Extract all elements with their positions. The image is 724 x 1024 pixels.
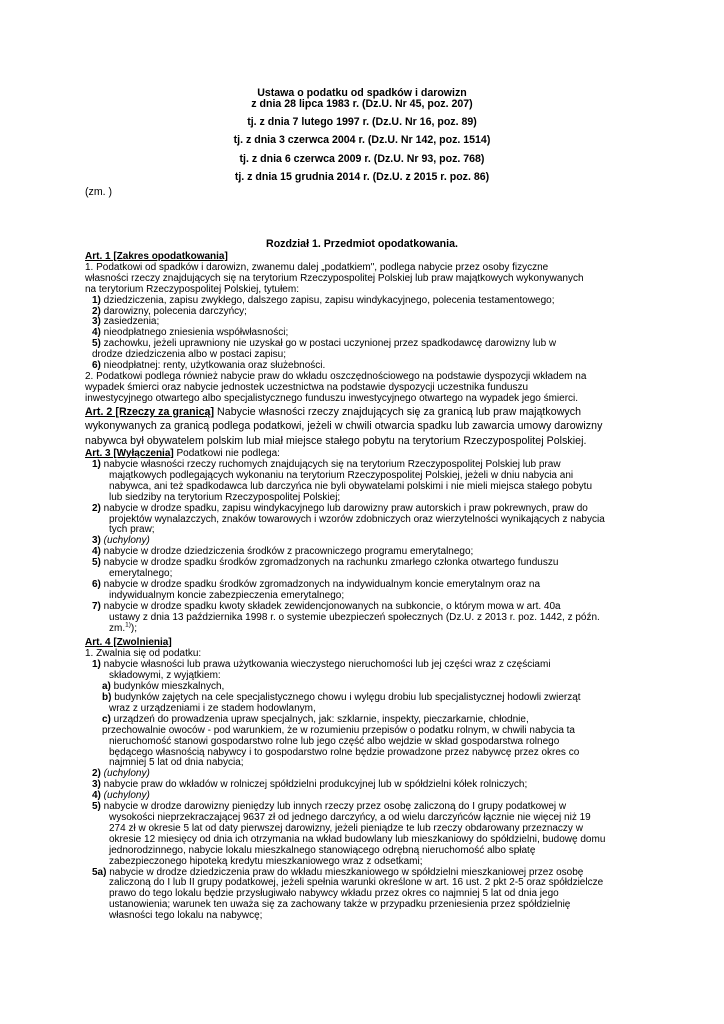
text-run: zachowku, jeżeli uprawniony nie uzyskał go w postaci uczynionej przez spadkodawcę darowizny lub w xyxy=(100,338,557,350)
article-3-title: Art. 3 [Wyłączenia] xyxy=(85,448,174,460)
consolidated-text-2004: tj. z dnia 3 czerwca 2004 r. (Dz.U. Nr 142, poz. 1514) xyxy=(233,134,491,146)
text-run: nabycie własności rzeczy ruchomych znajdujących się na terytorium Rzeczypospolitej Polskiej lub praw xyxy=(100,458,561,470)
article-4-item-1b xyxy=(85,693,640,715)
text-run: zasiedzenia; xyxy=(100,316,160,328)
text-run: 4) xyxy=(92,546,101,558)
text-run: darowizny, polecenia darczyńcy; xyxy=(100,305,247,317)
text-run: 2) xyxy=(92,305,101,317)
text-run: 5) xyxy=(92,338,101,350)
text-run: nieruchomość stanowi gospodarstwo rolne lub jego część albo wejdzie w skład gospodarstwa rolnego xyxy=(109,735,560,747)
text-run: b) xyxy=(102,692,112,704)
consolidated-text-1997: tj. z dnia 7 lutego 1997 r. (Dz.U. Nr 16, poz. 89) xyxy=(247,116,477,128)
text-run: 1) xyxy=(92,294,101,306)
text-run: składowymi, z wyjątkiem: xyxy=(109,670,221,682)
article-3-item-1 xyxy=(85,460,640,504)
text-run: nabywca był obywatelem polskim lub miał miejsce stałego pobytu na terytorium Rzeczypospolitej Polskiej. xyxy=(85,435,587,448)
text-run: 6) xyxy=(92,578,101,590)
text-run: 2) xyxy=(92,502,101,514)
text-run: 7) xyxy=(92,600,101,612)
document-body xyxy=(85,252,640,922)
article-2-title: Art. 2 [Rzeczy za granicą] xyxy=(85,405,215,418)
text-run: wykonywanych za granicą podlega podatkowi, jeżeli w chwili otwarcia spadku lub zawarcia umowy darowizny xyxy=(85,420,603,433)
text-run: indywidualnym koncie zabezpieczenia emerytalnego; xyxy=(109,589,345,601)
text-run: 5) xyxy=(92,801,101,813)
text-run: okresie 12 miesięcy od dnia ich otrzymania na wkład budowlany lub mieszkaniowy do spółdzielni, budowę domu xyxy=(109,833,606,845)
text-run: nieodpłatnej: renty, użytkowania oraz służebności. xyxy=(100,360,326,372)
text-run: (uchylony) xyxy=(100,535,150,547)
text-run: 6) xyxy=(92,360,101,372)
article-3-item-5 xyxy=(85,558,640,580)
text-run: 1) xyxy=(92,458,101,470)
text-run: (uchylony) xyxy=(100,790,150,802)
article-4-item-3 xyxy=(85,780,640,791)
text-run: wysokości nieprzekraczającej 9637 zł od jednego darczyńcy, a od wielu darczyńców łącznie nie więcej niż 19 xyxy=(109,811,591,823)
article-1-title: Art. 1 [Zakres opodatkowania] xyxy=(85,251,228,262)
text-run: nabycie w drodze dziedziczenia praw do wkładu mieszkaniowego w spółdzielni mieszkaniowej przez osobę xyxy=(106,866,584,878)
text-run: Podatkowi nie podlega: xyxy=(173,448,280,460)
text-run: zabezpieczonego hipoteką kredytu mieszkaniowego wraz z odsetkami; xyxy=(109,855,423,867)
text-run: prawo do tego lokalu będzie przysługiwało nabywcy wkładu przez okres co najmniej 5 lat od dnia jego xyxy=(109,888,559,900)
article-1-item-5 xyxy=(85,339,640,361)
text-run: 4) xyxy=(92,327,101,339)
chapter-heading: Rozdział 1. Przedmiot opodatkowania. xyxy=(266,238,458,250)
text-run: 4) xyxy=(92,790,101,802)
text-run: emerytalnego; xyxy=(109,568,173,580)
text-run: 1. Podatkowi od spadków i darowizn, zwanemu dalej „podatkiem", podlega nabycie przez osoby fizyczne xyxy=(85,261,549,273)
text-run: 5a) xyxy=(92,866,107,878)
text-run: 2. Podatkowi podlega również nabycie praw do wkładu oszczędnościowego na podstawie dyspozycji wkładem na xyxy=(85,370,587,382)
text-run: nabycie w drodze dziedziczenia środków z pracowniczego programu emerytalnego; xyxy=(100,546,474,558)
article-2 xyxy=(85,405,640,449)
text-run: ustanowienia; warunek ten uważa się za zachowany także w przypadku przeniesienia przez spółdzielnię xyxy=(109,899,571,911)
text-run: a) xyxy=(102,681,111,693)
article-1-para-1 xyxy=(85,263,640,296)
text-run: najmniej 5 lat od dnia nabycia; xyxy=(109,757,244,769)
article-3-item-7 xyxy=(85,602,640,635)
text-run: 3) xyxy=(92,316,101,328)
article-1-para-2 xyxy=(85,372,640,405)
text-run: 3) xyxy=(92,535,101,547)
text-run: 1) xyxy=(92,659,101,671)
text-run: nabycie w drodze spadku środków zgromadzonych na indywidualnym koncie emerytalnym oraz na xyxy=(100,578,541,590)
article-3-item-2 xyxy=(85,504,640,537)
text-run: tych praw; xyxy=(109,524,155,536)
article-4-item-1c xyxy=(85,715,640,770)
text-run: przechowalnie owoców - pod warunkiem, że w rozumieniu przepisów o podatku rolnym, w chwili nabycia ta xyxy=(102,724,575,736)
consolidated-text-2014: tj. z dnia 15 grudnia 2014 r. (Dz.U. z 2015 r. poz. 86) xyxy=(234,171,490,183)
article-3-item-6 xyxy=(85,580,640,602)
text-run: zm. xyxy=(109,622,126,634)
text-run: jednorodzinnego, nabycie lokalu mieszkalnego stanowiącego odrębną nieruchomość albo spłatę xyxy=(109,844,536,856)
article-4-item-1 xyxy=(85,660,640,682)
text-run: Nabycie własności rzeczy znajdujących się za granicą lub praw majątkowych xyxy=(214,405,582,418)
text-run: nabycie własności lub prawa użytkowania wieczystego nieruchomości lub jej części wraz z częściami xyxy=(100,659,551,671)
text-run: 274 zł w okresie 5 lat od daty pierwszej darowizny, jeżeli pieniądze te lub rzeczy obdarowany przeznaczy w xyxy=(109,822,583,834)
text-run: wypadek śmierci oraz nabycie jednostek uczestnictwa na podstawie dyspozycji uczestnika funduszu xyxy=(85,381,529,393)
article-4-para-1: 1. Zwalnia się od podatku: xyxy=(85,648,202,660)
text-run: drodze dziedziczenia albo w postaci zapisu; xyxy=(92,349,286,361)
text-run: własności rzeczy znajdujących się na terytorium Rzeczypospolitej Polskiej lub praw majątkowych wykonywanych xyxy=(85,272,584,284)
text-run: majątkowych podlegających wykonaniu na terytorium Rzeczypospolitej Polskiej, jeżeli w dniu nabycia ani xyxy=(109,469,574,481)
text-run: lub siedziby na terytorium Rzeczypospolitej Polskiej; xyxy=(109,491,341,503)
text-run: c) xyxy=(102,713,111,725)
text-run: zaliczoną do I lub II grupy podatkowej, jeżeli spełnia warunki określone w art. 16 ust. 2 pkt 2-5 oraz spółdzielcze xyxy=(109,877,604,889)
article-4-title: Art. 4 [Zwolnienia] xyxy=(85,637,172,649)
text-run: dziedziczenia, zapisu zwykłego, dalszego zapisu, zapisu windykacyjnego, polecenia testamentowego; xyxy=(100,294,555,306)
article-4-item-5a xyxy=(85,868,640,923)
text-run: nabycie w drodze spadku środków zgromadzonych na rachunku zmarłego członka otwartego funduszu xyxy=(100,557,559,569)
text-run: urządzeń do prowadzenia upraw specjalnych, jak: szklarnie, inspekty, pieczarkarnie, chłodnie, xyxy=(110,713,529,725)
text-run: budynków mieszkalnych, xyxy=(110,681,225,693)
consolidated-text-2009: tj. z dnia 6 czerwca 2009 r. (Dz.U. Nr 93, poz. 768) xyxy=(239,153,485,165)
text-run: 2) xyxy=(92,768,101,780)
text-run: nieodpłatnego zniesienia współwłasności; xyxy=(100,327,289,339)
amendments-note: (zm. ) xyxy=(85,186,113,198)
article-1-item-2 xyxy=(85,307,640,318)
text-run: własności tego lokalu na nabywcę; xyxy=(109,910,263,922)
text-run: ustawy z dnia 13 października 1998 r. o systemie ubezpieczeń społecznych (Dz.U. z 2013 r. poz. 1442, z późn. xyxy=(109,611,600,623)
text-run: 5) xyxy=(92,557,101,569)
text-run: wraz z urządzeniami i ze stadem hodowlanym, xyxy=(109,702,316,714)
text-run: inwestycyjnego otwartego albo specjalistycznego funduszu inwestycyjnego otwartego na wypadek jego śmierci. xyxy=(85,392,579,404)
text-run: nabycie w drodze spadku, zapisu windykacyjnego lub darowizny praw autorskich i praw pokrewnych, praw do xyxy=(100,502,588,514)
footnote-ref: 1) xyxy=(125,621,131,629)
article-4-item-5 xyxy=(85,802,640,867)
text-run: ); xyxy=(130,622,137,634)
text-run: projektów wynalazczych, znaków towarowych i wzorów zdobniczych oraz wierzytelności wynikających z nabycia xyxy=(109,513,605,525)
text-run: nabycie w drodze spadku kwoty składek zewidencjonowanych na subkoncie, o którym mowa w art. 40a xyxy=(100,600,561,612)
text-run: 3) xyxy=(92,779,101,791)
text-run: nabywca, ani też spadkodawca lub darczyńca nie byli obywatelami polskimi i nie mieli miejsca stałego pobytu xyxy=(109,480,593,492)
text-run: (uchylony) xyxy=(100,768,150,780)
text-run: nabycie w drodze darowizny pieniędzy lub innych rzeczy przez osobę zaliczoną do I grupy podatkowej w xyxy=(100,801,567,813)
text-run: na terytorium Rzeczypospolitej Polskiej, tytułem: xyxy=(85,283,299,295)
text-run: nabycie praw do wkładów w rolniczej spółdzielni produkcyjnej lub w spółdzielni kółek rolniczych; xyxy=(100,779,528,791)
text-run: budynków zajętych na cele specjalistycznego chowu i wylęgu drobiu lub specjalistycznej hodowli zwierząt xyxy=(111,692,581,704)
act-date: z dnia 28 lipca 1983 r. (Dz.U. Nr 45, poz. 207) xyxy=(251,98,473,110)
text-run: będącego własnością nabywcy i to gospodarstwo rolne będzie prowadzone przez nabywcę przez okres co xyxy=(109,746,580,758)
act-title: Ustawa o podatku od spadków i darowizn xyxy=(257,87,467,99)
